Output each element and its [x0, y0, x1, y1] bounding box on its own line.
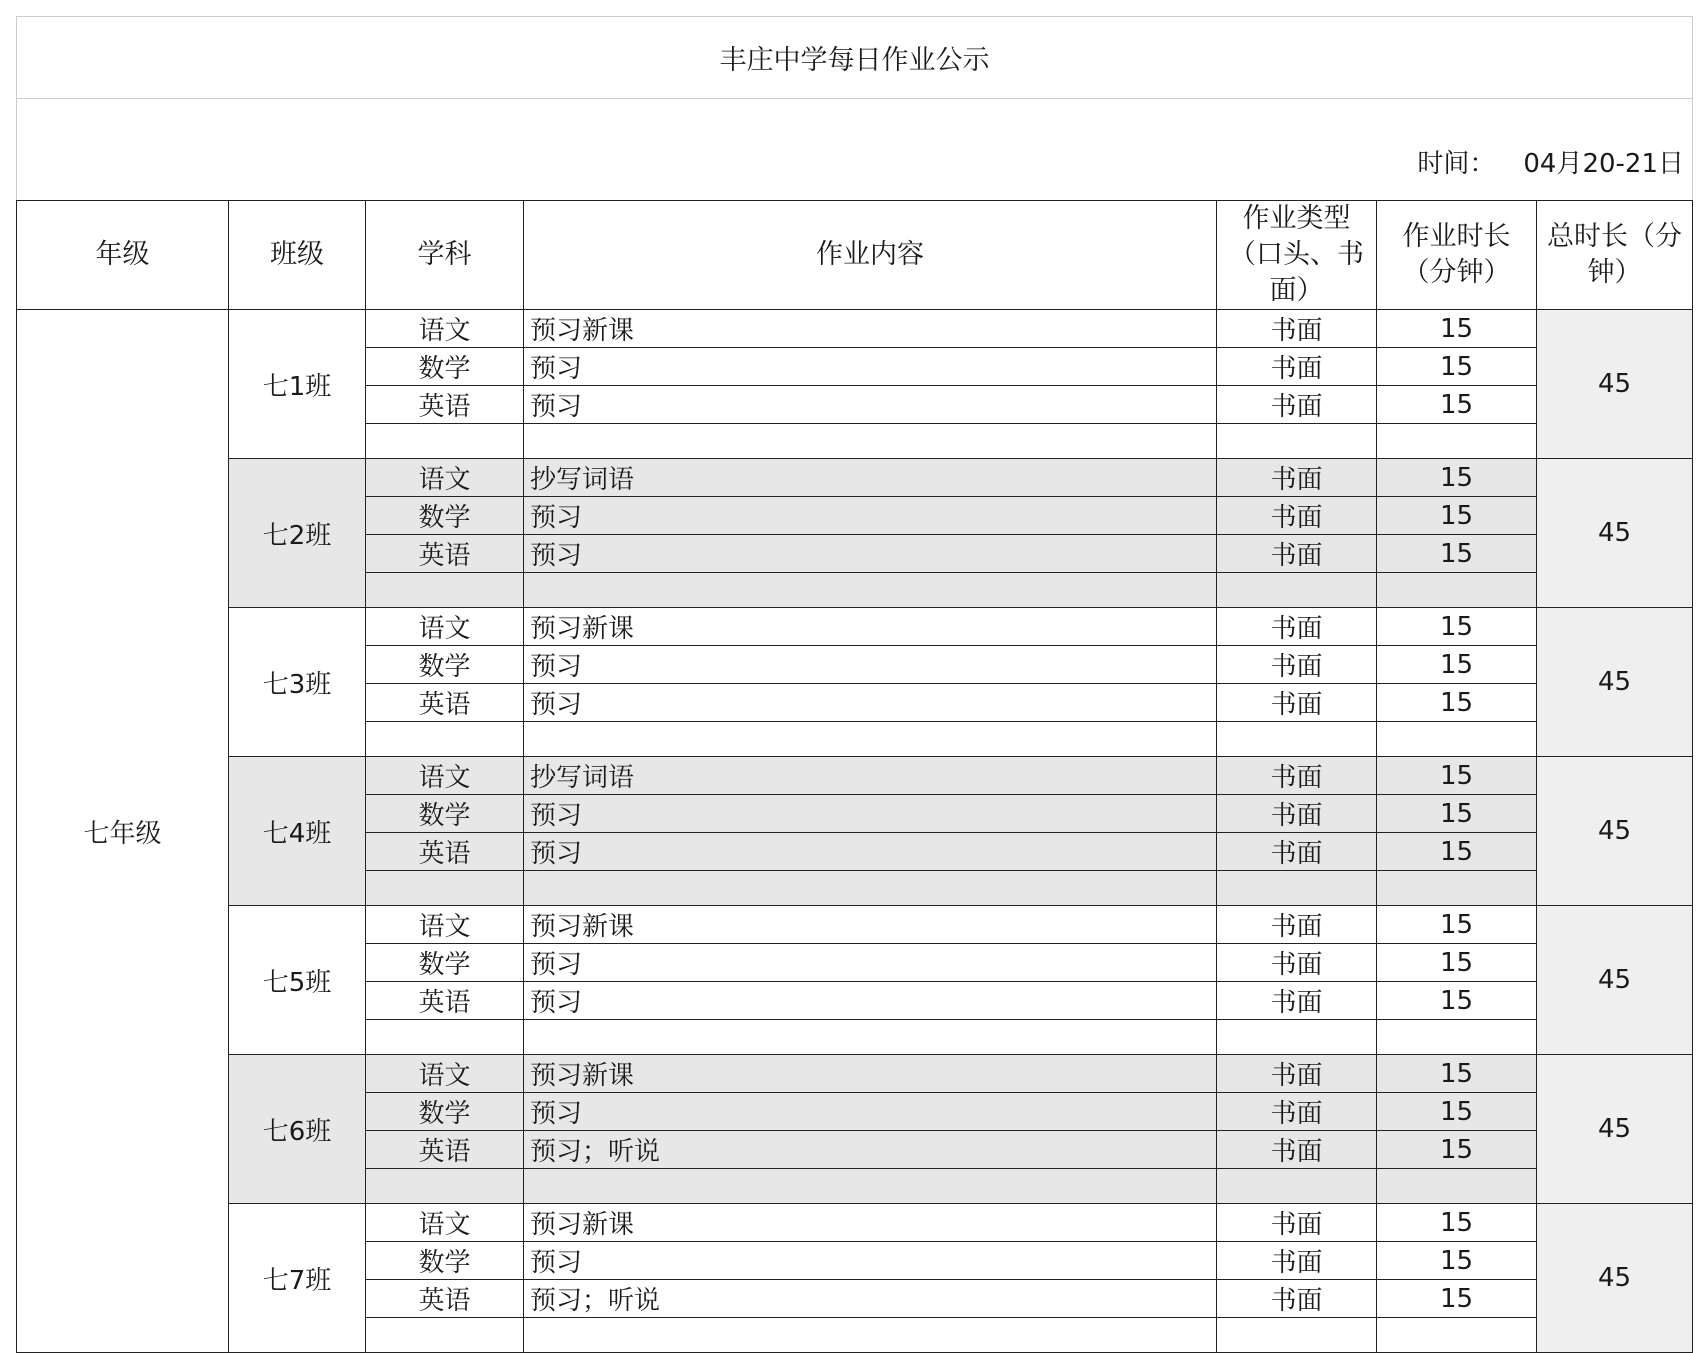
type-cell: 书面	[1217, 535, 1377, 573]
type-cell	[1217, 1318, 1377, 1353]
date-value: 04月20-21日	[1523, 149, 1684, 179]
content-cell: 预习新课	[524, 608, 1217, 646]
type-cell: 书面	[1217, 833, 1377, 871]
content-cell	[524, 573, 1217, 608]
header-class: 班级	[229, 201, 366, 310]
content-cell: 预习新课	[524, 310, 1217, 348]
minutes-cell: 15	[1377, 684, 1537, 722]
minutes-cell: 15	[1377, 348, 1537, 386]
type-cell: 书面	[1217, 1055, 1377, 1093]
content-cell: 预习	[524, 833, 1217, 871]
content-cell: 预习	[524, 646, 1217, 684]
content-cell: 预习	[524, 944, 1217, 982]
type-cell: 书面	[1217, 944, 1377, 982]
minutes-cell	[1377, 1318, 1537, 1353]
content-cell: 预习	[524, 1093, 1217, 1131]
subject-cell	[366, 1020, 524, 1055]
content-cell: 预习新课	[524, 906, 1217, 944]
class-name-cell: 七6班	[229, 1055, 366, 1204]
minutes-cell: 15	[1377, 906, 1537, 944]
minutes-cell: 15	[1377, 982, 1537, 1020]
class-name-cell: 七7班	[229, 1204, 366, 1353]
class-name-cell: 七5班	[229, 906, 366, 1055]
content-cell	[524, 1169, 1217, 1204]
minutes-cell: 15	[1377, 608, 1537, 646]
subject-cell: 数学	[366, 795, 524, 833]
subject-cell: 语文	[366, 310, 524, 348]
header-subject: 学科	[366, 201, 524, 310]
type-cell	[1217, 424, 1377, 459]
content-cell	[524, 1020, 1217, 1055]
table-row	[17, 459, 1693, 497]
table-row	[17, 906, 1693, 944]
total-minutes-cell: 45	[1537, 608, 1693, 757]
subject-cell: 英语	[366, 684, 524, 722]
total-minutes-cell: 45	[1537, 310, 1693, 459]
type-cell	[1217, 871, 1377, 906]
table-row	[17, 310, 1693, 348]
minutes-cell: 15	[1377, 459, 1537, 497]
type-cell: 书面	[1217, 348, 1377, 386]
content-cell: 抄写词语	[524, 459, 1217, 497]
table-body	[17, 310, 1693, 1353]
minutes-cell: 15	[1377, 386, 1537, 424]
subject-cell: 语文	[366, 459, 524, 497]
content-cell: 预习	[524, 1242, 1217, 1280]
minutes-cell: 15	[1377, 1280, 1537, 1318]
minutes-cell: 15	[1377, 757, 1537, 795]
header-duration: 作业时长（分钟）	[1377, 201, 1537, 310]
date-label: 时间：	[1417, 149, 1496, 179]
type-cell: 书面	[1217, 906, 1377, 944]
class-name-cell: 七4班	[229, 757, 366, 906]
total-minutes-cell: 45	[1537, 757, 1693, 906]
minutes-cell: 15	[1377, 310, 1537, 348]
homework-sheet	[16, 16, 1692, 1353]
minutes-cell: 15	[1377, 795, 1537, 833]
minutes-cell: 15	[1377, 1055, 1537, 1093]
class-name-cell: 七2班	[229, 459, 366, 608]
subject-cell: 英语	[366, 982, 524, 1020]
minutes-cell	[1377, 1020, 1537, 1055]
content-cell	[524, 424, 1217, 459]
subject-cell: 语文	[366, 906, 524, 944]
table-row	[17, 1055, 1693, 1093]
content-cell: 预习	[524, 982, 1217, 1020]
type-cell: 书面	[1217, 684, 1377, 722]
type-cell: 书面	[1217, 310, 1377, 348]
content-cell: 抄写词语	[524, 757, 1217, 795]
table-row	[17, 608, 1693, 646]
subject-cell: 英语	[366, 386, 524, 424]
type-cell: 书面	[1217, 497, 1377, 535]
content-cell: 预习；听说	[524, 1131, 1217, 1169]
type-cell: 书面	[1217, 1093, 1377, 1131]
subject-cell: 语文	[366, 1055, 524, 1093]
subject-cell: 数学	[366, 497, 524, 535]
subject-cell: 数学	[366, 1093, 524, 1131]
minutes-cell: 15	[1377, 535, 1537, 573]
class-name-cell: 七1班	[229, 310, 366, 459]
type-cell: 书面	[1217, 1242, 1377, 1280]
content-cell: 预习	[524, 497, 1217, 535]
minutes-cell: 15	[1377, 1093, 1537, 1131]
table-row	[17, 1204, 1693, 1242]
type-cell: 书面	[1217, 608, 1377, 646]
content-cell: 预习新课	[524, 1055, 1217, 1093]
type-cell: 书面	[1217, 459, 1377, 497]
type-cell	[1217, 573, 1377, 608]
header-type: 作业类型（口头、书面）	[1217, 201, 1377, 310]
page-title: 丰庄中学每日作业公示	[17, 17, 1693, 99]
total-minutes-cell: 45	[1537, 1055, 1693, 1204]
type-cell: 书面	[1217, 386, 1377, 424]
homework-table	[16, 200, 1693, 1353]
minutes-cell: 15	[1377, 1131, 1537, 1169]
content-cell: 预习	[524, 348, 1217, 386]
minutes-cell: 15	[1377, 1204, 1537, 1242]
minutes-cell: 15	[1377, 944, 1537, 982]
content-cell	[524, 871, 1217, 906]
content-cell: 预习	[524, 684, 1217, 722]
content-cell	[524, 1318, 1217, 1353]
subject-cell	[366, 573, 524, 608]
type-cell: 书面	[1217, 757, 1377, 795]
minutes-cell	[1377, 424, 1537, 459]
header-total: 总时长（分钟）	[1537, 201, 1693, 310]
subject-cell	[366, 871, 524, 906]
subject-cell	[366, 424, 524, 459]
subject-cell: 语文	[366, 1204, 524, 1242]
content-cell: 预习新课	[524, 1204, 1217, 1242]
subject-cell: 英语	[366, 1280, 524, 1318]
subject-cell: 语文	[366, 608, 524, 646]
subject-cell	[366, 1318, 524, 1353]
minutes-cell	[1377, 722, 1537, 757]
type-cell: 书面	[1217, 1204, 1377, 1242]
type-cell: 书面	[1217, 1280, 1377, 1318]
type-cell: 书面	[1217, 795, 1377, 833]
type-cell	[1217, 722, 1377, 757]
subject-cell	[366, 722, 524, 757]
minutes-cell: 15	[1377, 833, 1537, 871]
type-cell: 书面	[1217, 1131, 1377, 1169]
type-cell: 书面	[1217, 646, 1377, 684]
content-cell	[524, 722, 1217, 757]
subject-cell: 英语	[366, 1131, 524, 1169]
type-cell: 书面	[1217, 982, 1377, 1020]
subject-cell: 数学	[366, 348, 524, 386]
subject-cell: 英语	[366, 833, 524, 871]
minutes-cell: 15	[1377, 1242, 1537, 1280]
subject-cell: 数学	[366, 1242, 524, 1280]
sheet-header-table	[16, 16, 1693, 200]
subject-cell	[366, 1169, 524, 1204]
content-cell: 预习	[524, 795, 1217, 833]
content-cell: 预习；听说	[524, 1280, 1217, 1318]
header-content: 作业内容	[524, 201, 1217, 310]
class-name-cell: 七3班	[229, 608, 366, 757]
total-minutes-cell: 45	[1537, 459, 1693, 608]
minutes-cell	[1377, 573, 1537, 608]
minutes-cell	[1377, 1169, 1537, 1204]
type-cell	[1217, 1169, 1377, 1204]
total-minutes-cell: 45	[1537, 906, 1693, 1055]
type-cell	[1217, 1020, 1377, 1055]
table-row	[17, 757, 1693, 795]
grade-cell: 七年级	[17, 310, 229, 1353]
header-grade: 年级	[17, 201, 229, 310]
total-minutes-cell: 45	[1537, 1204, 1693, 1353]
minutes-cell	[1377, 871, 1537, 906]
content-cell: 预习	[524, 535, 1217, 573]
minutes-cell: 15	[1377, 646, 1537, 684]
subject-cell: 英语	[366, 535, 524, 573]
subject-cell: 数学	[366, 646, 524, 684]
minutes-cell: 15	[1377, 497, 1537, 535]
content-cell: 预习	[524, 386, 1217, 424]
subject-cell: 数学	[366, 944, 524, 982]
subject-cell: 语文	[366, 757, 524, 795]
date-line	[17, 99, 1693, 201]
